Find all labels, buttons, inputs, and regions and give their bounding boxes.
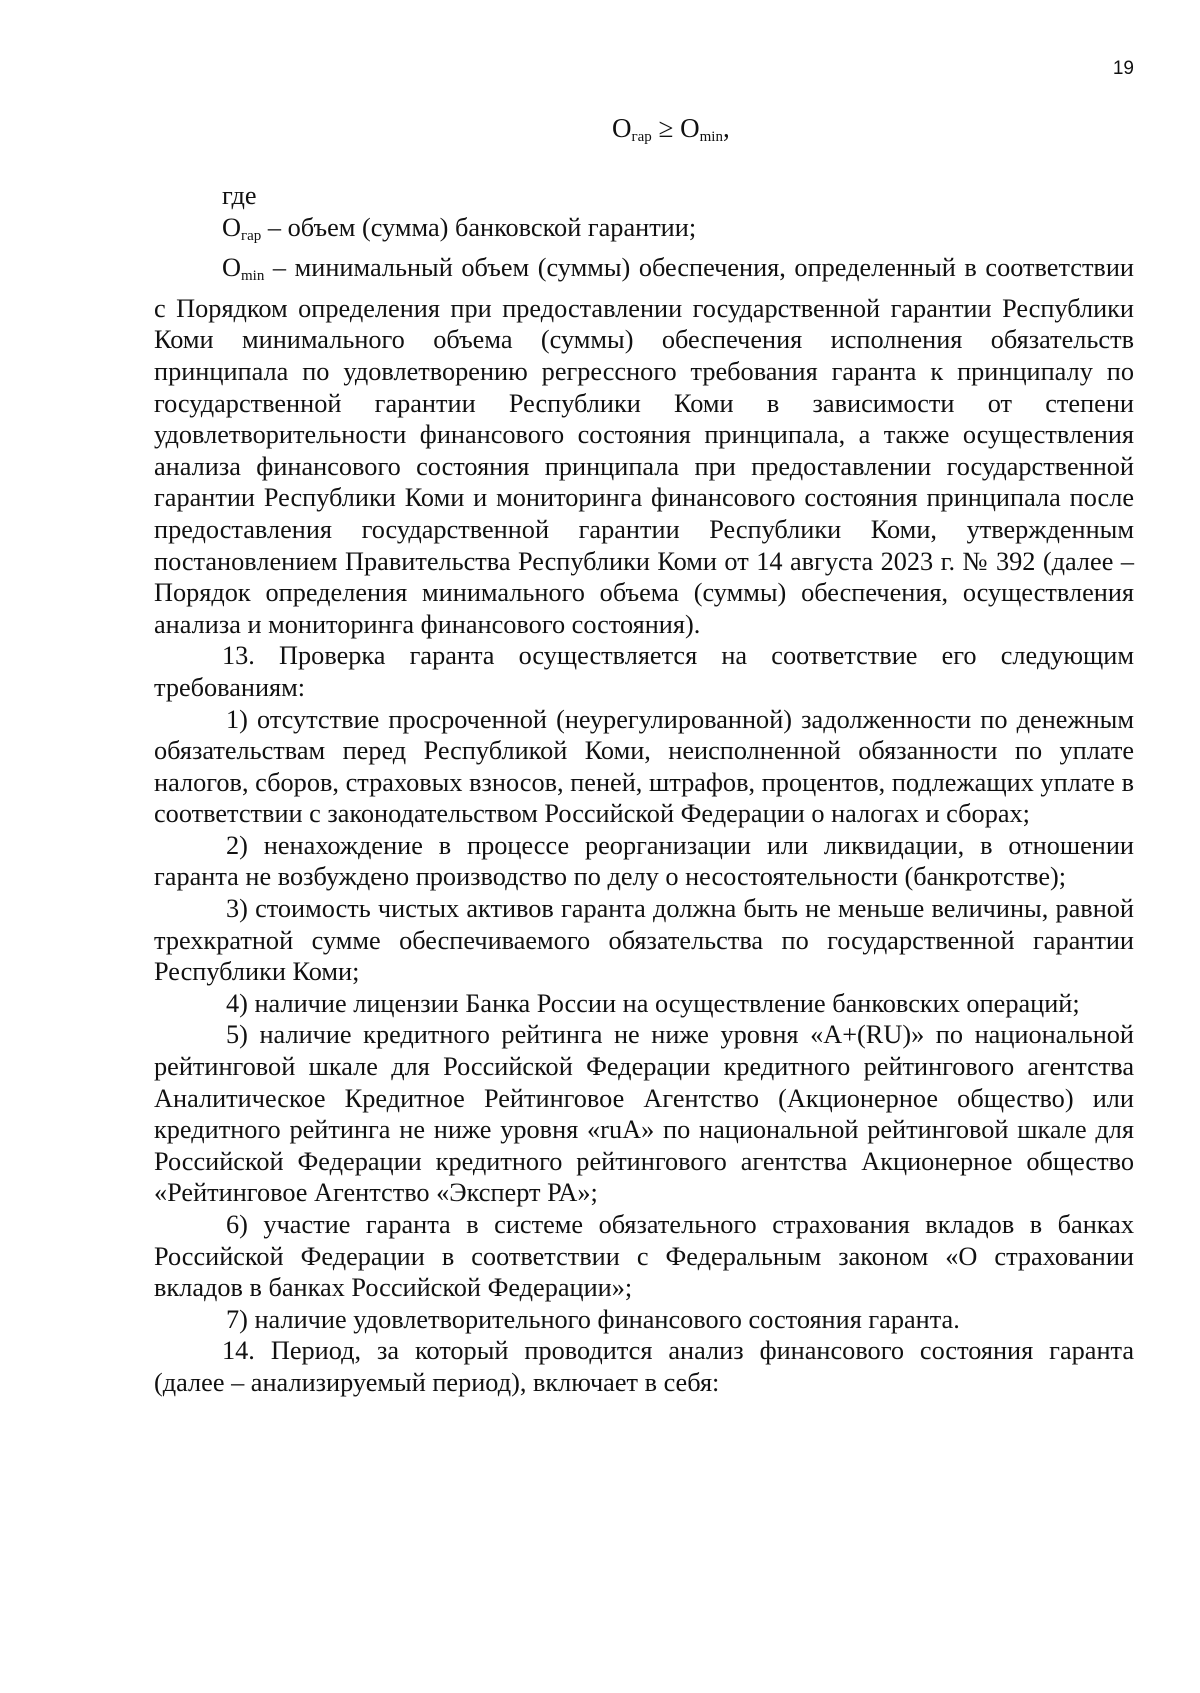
where-label: где bbox=[222, 181, 257, 210]
paragraph-13: 13. Проверка гаранта осуществляется на соответствие его следующим требованиям: bbox=[154, 641, 1134, 702]
formula-o-guarantee: $O_{гар}$ bbox=[612, 113, 652, 145]
requirement-5: 5) наличие кредитного рейтинга не ниже уровня «A+(RU)» по национальной рейтинговой шкале для Российской Федерации кредитного рейтингового агентства Аналитическое Кредитное Рейтинговое Агентство (Акционерное общество) или кредитного рейтинга не ниже уровня «ruA» по национальной рейтинговой шкале для Российской Федерации кредитного рейтингового агентства Акционерное общество «Рейтинговое Агентство «Эксперт РА»; bbox=[154, 1020, 1134, 1208]
formula-o-min: $O_{min}$ bbox=[680, 113, 723, 145]
requirement-7: 7) наличие удовлетворительного финансового состояния гаранта. bbox=[226, 1304, 960, 1334]
requirement-6: 6) участие гаранта в системе обязательного страхования вкладов в банках Российской Федерации в соответствии с Федеральным законом «О страховании вкладов в банках Российской Федерации»; bbox=[154, 1210, 1134, 1303]
definition-o-min: $O_{min}$ – минимальный объем (суммы) обеспечения, определенный в соответствии с Порядком определения при предоставлении государственной гарантии Республики Коми минимального объема (суммы) обеспечения исполнения обязательств принципала по удовлетворению регрессного требования гаранта к принципалу по государственной гарантии Республики Коми в зависимости от степени удовлетворительности финансового состояния принципала, а также осуществления анализа финансового состояния принципала при предоставлении государственной гарантии Республики Коми и мониторинга финансового состояния принципала после предоставления государственной гарантии Республики Коми, утвержденным постановлением Правительства Республики Коми от 14 августа 2023 г. № 392 (далее – Порядок определения минимального объема (суммы) обеспечения, осуществления анализа и мониторинга финансового состояния). bbox=[154, 253, 1134, 639]
page-number: 19 bbox=[1112, 58, 1134, 79]
requirement-2: 2) ненахождение в процессе реорганизации или ликвидации, в отношении гаранта не возбуждено производство по делу о несостоятельности (банкротстве); bbox=[154, 830, 1134, 892]
requirement-3: 3) стоимость чистых активов гаранта должна быть не меньше величины, равной трехкратной сумме обеспечиваемого обязательства по государственной гарантии Республики Коми; bbox=[154, 894, 1134, 987]
requirement-1: 1) отсутствие просроченной (неурегулированной) задолженности по денежным обязательствам перед Республикой Коми, неисполненной обязанности по уплате налогов, сборов, страховых взносов, пеней, штрафов, процентов, подлежащих уплате в соответствии с законодательством Российской Федерации о налогах и сборах; bbox=[154, 704, 1134, 829]
definition-o-guarantee: $O_{гар}$ – объем (сумма) банковской гарантии; bbox=[222, 212, 697, 244]
document-body bbox=[154, 180, 1134, 1399]
requirement-4: 4) наличие лицензии Банка России на осуществление банковских операций; bbox=[226, 988, 1080, 1018]
formula-relation: ≥ bbox=[651, 113, 681, 143]
formula: $O_{гар} \ge O_{min}$, bbox=[612, 113, 730, 145]
paragraph-14: 14. Период, за который проводится анализ финансового состояния гаранта (далее – анализируемый период), включает в себя: bbox=[154, 1336, 1134, 1397]
